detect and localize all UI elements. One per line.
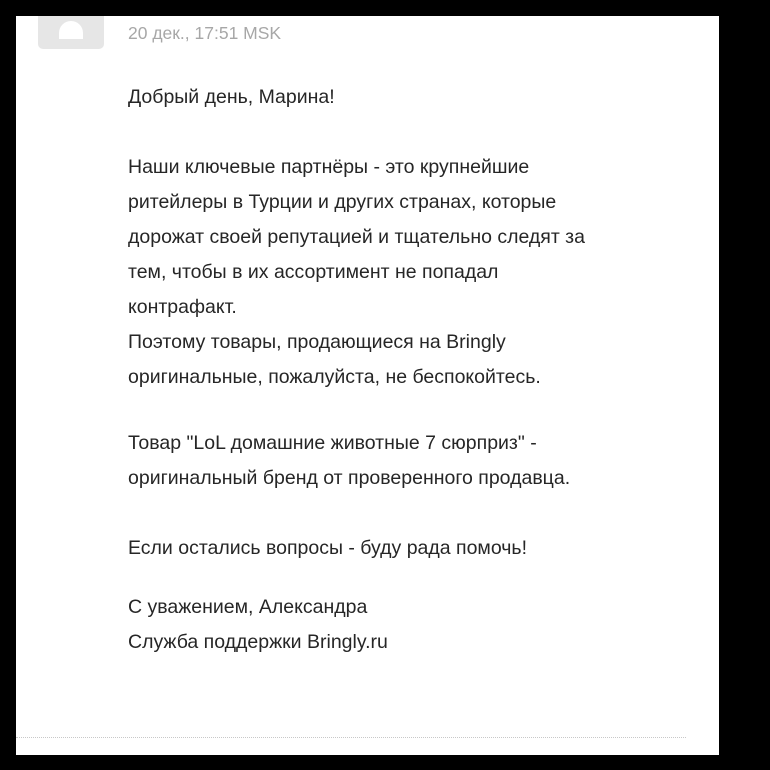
- text-line: контрафакт.: [128, 296, 237, 318]
- user-silhouette-icon: [59, 21, 83, 39]
- text-line: дорожат своей репутацией и тщательно следят за: [128, 226, 585, 248]
- text-line: тем, чтобы в их ассортимент не попадал: [128, 261, 499, 283]
- message-signature: [128, 590, 698, 660]
- text-line: Товар "LoL домашние животные 7 сюрприз" -: [128, 432, 537, 454]
- message-timestamp: 20 дек., 17:51 MSK: [128, 23, 282, 43]
- message-divider: [16, 737, 686, 738]
- text-line: оригинальные, пожалуйста, не беспокойтесь.: [128, 366, 541, 388]
- message-paragraph-1: [128, 150, 698, 395]
- text-line: Поэтому товары, продающиеся на Bringly: [128, 331, 506, 353]
- message-body: [128, 80, 698, 660]
- message-card: [16, 16, 719, 755]
- text-line: ритейлеры в Турции и других странах, которые: [128, 191, 557, 213]
- text-line: Наши ключевые партнёры - это крупнейшие: [128, 156, 530, 178]
- signature-line: Служба поддержки Bringly.ru: [128, 631, 388, 653]
- avatar[interactable]: [38, 16, 104, 49]
- message-paragraph-2: [128, 426, 698, 496]
- message-questions: Если остались вопросы - буду рада помочь!: [128, 537, 527, 559]
- signature-line: С уважением, Александра: [128, 596, 368, 618]
- text-line: оригинальный бренд от проверенного продавца.: [128, 467, 571, 489]
- message-greeting: Добрый день, Марина!: [128, 86, 335, 108]
